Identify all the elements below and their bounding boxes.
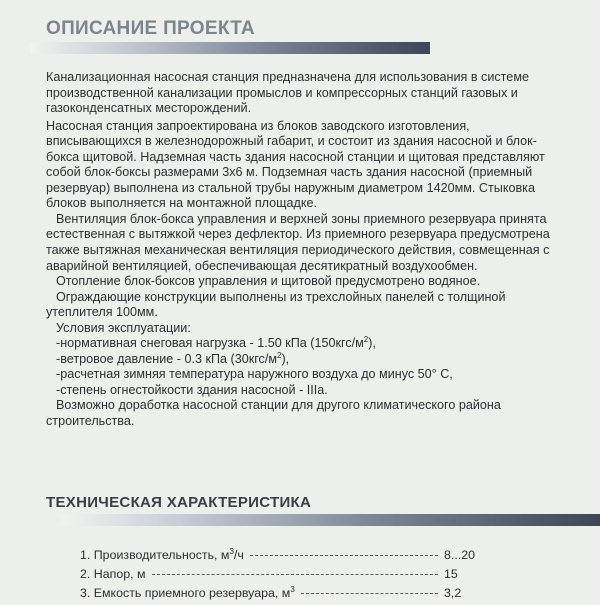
- spec-row-capacity: [80, 548, 480, 567]
- spec-label: 1. Производительность, $м^3/ч$: [80, 546, 244, 562]
- paragraph-line: Канализационная насосная станция предназначена для использования в системе: [46, 70, 529, 84]
- paragraph-line: производственной канализации промыслов и компрессорных станций газовых и: [46, 85, 518, 100]
- spec-value: 15: [444, 567, 458, 581]
- title-underline-bar: [30, 42, 430, 54]
- paragraph-line: аварийной вентиляцией, обеспечивающая десятикратный воздухообмен.: [46, 258, 478, 273]
- paragraph-line: утеплителя 100мм.: [46, 305, 158, 320]
- condition-winter-temperature: -расчетная зимняя температура наружного воздуха до минус 50° С,: [56, 367, 453, 382]
- spec-label: 3. Емкость приемного резервуара, $м^3$: [80, 584, 295, 600]
- paragraph-line: бокса щитовой. Надземная часть здания насосной станции и щитовая представляют: [46, 149, 545, 164]
- dotted-leader: [250, 555, 438, 556]
- paragraph-line: Отопление блок-боксов управления и щитовой предусмотрено водяное.: [56, 274, 481, 289]
- paragraph-line: Возможно доработка насосной станции для другого климатического района: [56, 398, 501, 413]
- spec-value: 3,2: [444, 586, 462, 600]
- section-title-technical-specs: ТЕХНИЧЕСКАЯ ХАРАКТЕРИСТИКА: [46, 494, 312, 511]
- technical-specs-list: [80, 548, 480, 605]
- dotted-leader: [301, 593, 438, 594]
- paragraph-line: Вентиляция блок-бокса управления и верхней зоны приемного резервуара принята: [56, 211, 547, 226]
- paragraph-line: газоконденсатных месторождений.: [46, 101, 252, 116]
- condition-snow-load: -нормативная снеговая нагрузка - 1.50 кПа $(150кгс/м^2)$,: [56, 335, 376, 351]
- paragraph-line: строительства.: [46, 414, 135, 429]
- title-underline-bar: [60, 514, 600, 526]
- paragraph-line: также вытяжная механическая вентиляция периодического действия, совмещенная с: [46, 243, 550, 258]
- spec-row-head: [80, 567, 480, 586]
- paragraph-line: Ограждающие конструкции выполнены из трехслойных панелей с толщиной: [56, 289, 506, 304]
- spec-row-tank-volume: [80, 586, 480, 605]
- paragraph-line: резервуар) выполнена из стальной трубы наружным диаметром 1420мм. Стыковка: [46, 180, 535, 195]
- paragraph-line: Насосная станция запроектирована из блоков заводского изготовления,: [46, 118, 470, 133]
- paragraph-line: естественная с вытяжкой через дефлектор. Из приемного резервуара предусмотрена: [46, 227, 550, 242]
- project-description-text: [46, 70, 566, 430]
- paragraph-line: блоков выполняется на монтажной площадке.: [46, 196, 318, 211]
- condition-wind-pressure: -ветровое давление - 0.3 кПа $(30кгс/м^2)$,: [56, 350, 290, 366]
- spec-label: 2. Напор, м: [80, 567, 146, 581]
- paragraph-line: вписывающихся в железнодорожный габарит, и состоит из здания насосной и блок-: [46, 134, 537, 149]
- dotted-leader: [152, 574, 438, 575]
- section-title-project-description: ОПИСАНИЕ ПРОЕКТА: [46, 18, 255, 39]
- spec-value: 8...20: [444, 548, 476, 562]
- paragraph-line: собой блок-боксы размерами 3х6 м. Подземная часть здания насосной (приемный: [46, 165, 533, 180]
- paragraph-line: Условия эксплуатации:: [56, 320, 191, 335]
- condition-fire-resistance: -степень огнестойкости здания насосной - IIIа.: [56, 382, 328, 397]
